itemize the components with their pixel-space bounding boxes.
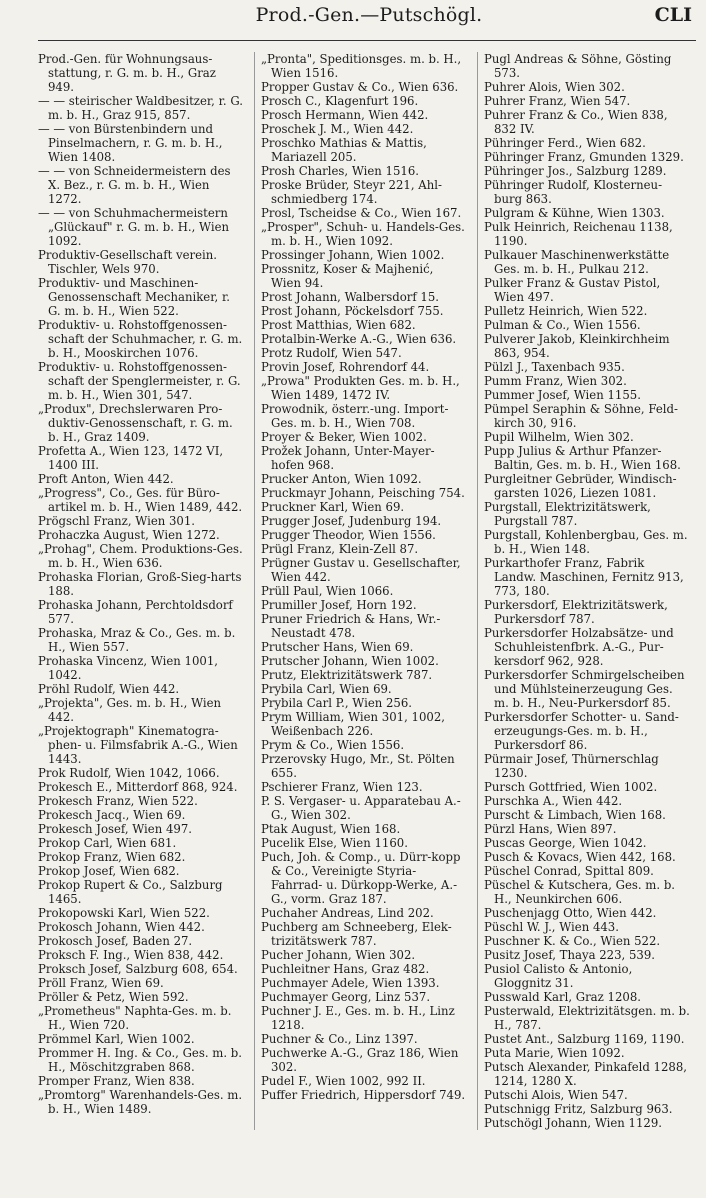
directory-entry: Prohaczka August, Wien 1272. — [38, 528, 220, 542]
directory-entry: Puhrer Franz & Co., Wien 838, 832 IV. — [484, 108, 668, 136]
directory-entry: Prybila Carl P., Wien 256. — [261, 696, 413, 710]
directory-entry: Purschka A., Wien 442. — [484, 794, 623, 808]
directory-entry: Puchmayer Georg, Linz 537. — [261, 990, 431, 1004]
directory-entry: Prokopowski Karl, Wien 522. — [38, 906, 210, 920]
directory-entry: Prym William, Wien 301, 1002, Weißenbach 226. — [261, 710, 445, 738]
directory-entry: Prumiller Josef, Horn 192. — [261, 598, 417, 612]
directory-entry: Prosch C., Klagenfurt 196. — [261, 94, 419, 108]
directory-entry: „Produx", Drechslerwaren Pro-duktiv-Genossenschaft, r. G. m. b. H., Graz 1409. — [38, 402, 233, 444]
directory-entry: Przerovsky Hugo, Mr., St. Pölten 655. — [261, 752, 455, 780]
header-rule — [38, 40, 696, 41]
directory-entry: Puhrer Franz, Wien 547. — [484, 94, 631, 108]
directory-entry: Protalbin-Werke A.-G., Wien 636. — [261, 332, 457, 346]
directory-entry: Produktiv-Gesellschaft verein. Tischler, Wels 970. — [38, 248, 217, 276]
directory-entry: Protz Rudolf, Wien 547. — [261, 346, 402, 360]
directory-entry: Promper Franz, Wien 838. — [38, 1074, 195, 1088]
directory-entry: Pröll Franz, Wien 69. — [38, 976, 164, 990]
directory-entry: Prüll Paul, Wien 1066. — [261, 584, 394, 598]
directory-entry: Prost Matthias, Wien 682. — [261, 318, 416, 332]
directory-entry: Prokosch Josef, Baden 27. — [38, 934, 193, 948]
column-1 — [38, 52, 254, 1130]
directory-entry: Putschögl Johann, Wien 1129. — [484, 1116, 662, 1130]
directory-entry: Puffer Friedrich, Hippersdorf 749. — [261, 1088, 466, 1102]
directory-entry: Puhrer Alois, Wien 302. — [484, 80, 625, 94]
directory-entry: „Progress", Co., Ges. für Büro-artikel m. b. H., Wien 1489, 442. — [38, 486, 243, 514]
directory-entry: Pümpel Seraphin & Söhne, Feld-kirch 30, 916. — [484, 402, 678, 430]
directory-entry: Prožek Johann, Unter-Mayer-hofen 968. — [261, 444, 435, 472]
directory-entry: Pulkauer Maschinenwerkstätte Ges. m. b. H., Pulkau 212. — [484, 248, 670, 276]
directory-entry: Prossnitz, Koser & Majhenić, Wien 94. — [261, 262, 434, 290]
directory-entry: Provin Josef, Rohrendorf 44. — [261, 360, 430, 374]
page-header — [38, 0, 700, 52]
directory-entry: Pusitz Josef, Thaya 223, 539. — [484, 948, 656, 962]
directory-entry: Püschl W. J., Wien 443. — [484, 920, 619, 934]
directory-entry: Prym & Co., Wien 1556. — [261, 738, 405, 752]
directory-entry: Prugger Theodor, Wien 1556. — [261, 528, 436, 542]
directory-entry: Prommer H. Ing. & Co., Ges. m. b. H., Möschitzgraben 868. — [38, 1046, 242, 1074]
column-2 — [254, 52, 477, 1130]
directory-entry: Prohaska Vincenz, Wien 1001, 1042. — [38, 654, 218, 682]
directory-entry: Pruner Friedrich & Hans, Wr.-Neustadt 478. — [261, 612, 441, 640]
directory-entry: Puchwerke A.-G., Graz 186, Wien 302. — [261, 1046, 459, 1074]
directory-entry: Prutscher Hans, Wien 69. — [261, 640, 414, 654]
directory-entry: Proksch F. Ing., Wien 838, 442. — [38, 948, 224, 962]
directory-entry: Prögschl Franz, Wien 301. — [38, 514, 195, 528]
directory-entry: Purkersdorfer Schotter- u. Sand-erzeugungs-Ges. m. b. H., Purkersdorf 86. — [484, 710, 679, 752]
directory-entry: — — steirischer Waldbesitzer, r. G. m. b. H., Graz 915, 857. — [38, 94, 243, 122]
directory-entry: Prügner Gustav u. Gesellschafter, Wien 442. — [261, 556, 461, 584]
directory-entry: „Projektograph" Kinematogra-phen- u. Filmsfabrik A.-G., Wien 1443. — [38, 724, 238, 766]
directory-entry: Pürzl Hans, Wien 897. — [484, 822, 617, 836]
directory-entry: Pühringer Jos., Salzburg 1289. — [484, 164, 667, 178]
directory-entry: „Projekta", Ges. m. b. H., Wien 442. — [38, 696, 222, 724]
directory-entry: Prokop Carl, Wien 681. — [38, 836, 177, 850]
directory-entry: Pursch Gottfried, Wien 1002. — [484, 780, 658, 794]
directory-entry: Püschel & Kutschera, Ges. m. b. H., Neunkirchen 606. — [484, 878, 676, 906]
directory-entry: Püschel Conrad, Spittal 809. — [484, 864, 654, 878]
page-number: CLI — [654, 4, 692, 26]
directory-entry: Prutscher Johann, Wien 1002. — [261, 654, 439, 668]
directory-entry: Putschi Alois, Wien 547. — [484, 1088, 628, 1102]
directory-entry: Produktiv- u. Rohstoffgenossen-schaft der Spenglermeister, r. G. m. b. H., Wien 301, 547. — [38, 360, 241, 402]
directory-entry: Prowodnik, österr.-ung. Import-Ges. m. b. H., Wien 708. — [261, 402, 449, 430]
directory-entry: Prokop Rupert & Co., Salzburg 1465. — [38, 878, 223, 906]
directory-entry: Proksch Josef, Salzburg 608, 654. — [38, 962, 238, 976]
directory-entry: Prugger Josef, Judenburg 194. — [261, 514, 442, 528]
directory-entry: Pröller & Petz, Wien 592. — [38, 990, 189, 1004]
directory-entry: — — von Schneidermeistern des X. Bez., r. G. m. b. H., Wien 1272. — [38, 164, 231, 206]
directory-entry: Prost Johann, Pöckelsdorf 755. — [261, 304, 444, 318]
directory-entry: Prok Rudolf, Wien 1042, 1066. — [38, 766, 220, 780]
directory-entry: Pupil Wilhelm, Wien 302. — [484, 430, 634, 444]
directory-entry: Pulker Franz & Gustav Pistol, Wien 497. — [484, 276, 661, 304]
directory-entry: Prod.-Gen. für Wohnungsaus-stattung, r. G. m. b. H., Graz 949. — [38, 52, 216, 94]
directory-entry: Pulman & Co., Wien 1556. — [484, 318, 641, 332]
directory-entry: Pschierer Franz, Wien 123. — [261, 780, 423, 794]
directory-entry: Prutz, Elektrizitätswerk 787. — [261, 668, 433, 682]
directory-entry: „Prohag", Chem. Produktions-Ges. m. b. H., Wien 636. — [38, 542, 243, 570]
directory-entry: Purgstall, Kohlenbergbau, Ges. m. b. H., Wien 148. — [484, 528, 688, 556]
directory-entry: Pühringer Franz, Gmunden 1329. — [484, 150, 684, 164]
directory-entry: Pusterwald, Elektrizitätsgen. m. b. H., 787. — [484, 1004, 690, 1032]
directory-entry: Pummer Josef, Wien 1155. — [484, 388, 641, 402]
directory-entry: Prokesch Josef, Wien 497. — [38, 822, 192, 836]
directory-entry: Pusswald Karl, Graz 1208. — [484, 990, 641, 1004]
directory-entry: Pulk Heinrich, Reichenau 1138, 1190. — [484, 220, 673, 248]
directory-entry: Ptak August, Wien 168. — [261, 822, 401, 836]
directory-entry: „Prosper", Schuh- u. Handels-Ges. m. b. H., Wien 1092. — [261, 220, 465, 248]
directory-entry: Prokop Josef, Wien 682. — [38, 864, 180, 878]
directory-entry: Pulverer Jakob, Kleinkirchheim 863, 954. — [484, 332, 670, 360]
directory-entry: Purkersdorfer Schmirgelscheiben und Mühlsteinerzeugung Ges. m. b. H., Neu-Purkersdorf 85. — [484, 668, 685, 710]
directory-entry: Pucher Johann, Wien 302. — [261, 948, 416, 962]
directory-entry: Prohaska Johann, Perchtoldsdorf 577. — [38, 598, 233, 626]
directory-entry: Pugl Andreas & Söhne, Gösting 573. — [484, 52, 672, 80]
directory-entry: Prosch Hermann, Wien 442. — [261, 108, 429, 122]
directory-entry: Pudel F., Wien 1002, 992 II. — [261, 1074, 426, 1088]
directory-entry: „Prometheus" Naphta-Ges. m. b. H., Wien 720. — [38, 1004, 232, 1032]
directory-entry: Puchmayer Adele, Wien 1393. — [261, 976, 440, 990]
directory-entry: Prossinger Johann, Wien 1002. — [261, 248, 445, 262]
directory-entry: Puscas George, Wien 1042. — [484, 836, 647, 850]
directory-entry: Produktiv- u. Rohstoffgenossen-schaft der Schuhmacher, r. G. m. b. H., Mooskirchen 1076. — [38, 318, 243, 360]
directory-entry: — — von Bürstenbindern und Pinselmachern, r. G. m. b. H., Wien 1408. — [38, 122, 223, 164]
directory-entry: Prohaska, Mraz & Co., Ges. m. b. H., Wien 557. — [38, 626, 236, 654]
directory-entry: P. S. Vergaser- u. Apparatebau A.-G., Wien 302. — [261, 794, 461, 822]
directory-entry: Propper Gustav & Co., Wien 636. — [261, 80, 459, 94]
directory-entry: Pühringer Rudolf, Klosterneu-burg 863. — [484, 178, 663, 206]
directory-entry: Pulletz Heinrich, Wien 522. — [484, 304, 648, 318]
directory-entry: Puchner J. E., Ges. m. b. H., Linz 1218. — [261, 1004, 455, 1032]
directory-entry: Pulgram & Kühne, Wien 1303. — [484, 206, 665, 220]
running-title: Prod.-Gen.—Putschögl. — [255, 4, 483, 26]
directory-entry: Profetta A., Wien 123, 1472 VI, 1400 III. — [38, 444, 224, 472]
directory-entry: Prokesch Jacq., Wien 69. — [38, 808, 186, 822]
directory-entry: Putschnigg Fritz, Salzburg 963. — [484, 1102, 673, 1116]
directory-entry: Puta Marie, Wien 1092. — [484, 1046, 625, 1060]
directory-entry: Pusch & Kovacs, Wien 442, 168. — [484, 850, 676, 864]
directory-entry: Proschko Mathias & Mattis, Mariazell 205. — [261, 136, 427, 164]
directory-entry: Pröhl Rudolf, Wien 442. — [38, 682, 180, 696]
directory-entry: Prohaska Florian, Groß-Sieg-harts 188. — [38, 570, 242, 598]
directory-entry: Purkarthofer Franz, Fabrik Landw. Maschinen, Fernitz 913, 773, 180. — [484, 556, 684, 598]
directory-entry: Putsch Alexander, Pinkafeld 1288, 1214, 1280 X. — [484, 1060, 688, 1088]
directory-entry: Purgleitner Gebrüder, Windisch-garsten 1026, Liezen 1081. — [484, 472, 677, 500]
directory-entry: Purgstall, Elektrizitätswerk, Purgstall 787. — [484, 500, 651, 528]
directory-entry: Pustet Ant., Salzburg 1169, 1190. — [484, 1032, 685, 1046]
directory-entry: Puchleitner Hans, Graz 482. — [261, 962, 430, 976]
directory-entry: Purscht & Limbach, Wien 168. — [484, 808, 666, 822]
directory-entry: Proske Brüder, Steyr 221, Ahl-schmiedberg 174. — [261, 178, 442, 206]
directory-entry: Puch, Joh. & Comp., u. Dürr-kopp & Co., Vereinigte Styria-Fahrrad- u. Dürkopp-Werke, A.-G., vorm. Graz 187. — [261, 850, 461, 906]
directory-entry: Pumm Franz, Wien 302. — [484, 374, 627, 388]
directory-entry: „Pronta", Speditionsges. m. b. H., Wien 1516. — [261, 52, 462, 80]
directory-entry: Prokosch Johann, Wien 442. — [38, 920, 205, 934]
directory-entry: Pülzl J., Taxenbach 935. — [484, 360, 625, 374]
directory-entry: „Prowa" Produkten Ges. m. b. H., Wien 1489, 1472 IV. — [261, 374, 460, 402]
columns — [38, 52, 700, 1130]
column-3 — [477, 52, 700, 1130]
directory-entry: Prucker Anton, Wien 1092. — [261, 472, 422, 486]
directory-entry: Puchberg am Schneeberg, Elek-trizitätswerk 787. — [261, 920, 452, 948]
directory-entry: Puchner & Co., Linz 1397. — [261, 1032, 418, 1046]
directory-entry: Prokop Franz, Wien 682. — [38, 850, 186, 864]
directory-entry: Prosh Charles, Wien 1516. — [261, 164, 419, 178]
directory-entry: Prömmel Karl, Wien 1002. — [38, 1032, 195, 1046]
directory-entry: Prost Johann, Walbersdorf 15. — [261, 290, 440, 304]
directory-entry: Pupp Julius & Arthur Pfanzer-Baltin, Ges. m. b. H., Wien 168. — [484, 444, 681, 472]
directory-entry: Pürmair Josef, Thürnerschlag 1230. — [484, 752, 659, 780]
directory-entry: — — von Schuhmachermeistern „Glückauf" r. G. m. b. H., Wien 1092. — [38, 206, 230, 248]
directory-entry: Pühringer Ferd., Wien 682. — [484, 136, 646, 150]
directory-entry: Proschek J. M., Wien 442. — [261, 122, 414, 136]
directory-entry: Pusiol Calisto & Antonio, Gloggnitz 31. — [484, 962, 633, 990]
directory-entry: Purkersdorfer Holzabsätze- und Schuhleistenfbrk. A.-G., Pur-kersdorf 962, 928. — [484, 626, 674, 668]
directory-entry: Pruckner Karl, Wien 69. — [261, 500, 405, 514]
directory-entry: Puschner K. & Co., Wien 522. — [484, 934, 661, 948]
directory-entry: Produktiv- und Maschinen-Genossenschaft Mechaniker, r. G. m. b. H., Wien 522. — [38, 276, 230, 318]
directory-entry: „Promtorg" Warenhandels-Ges. m. b. H., Wien 1489. — [38, 1088, 243, 1116]
directory-entry: Puchaher Andreas, Lind 202. — [261, 906, 434, 920]
directory-entry: Prügl Franz, Klein-Zell 87. — [261, 542, 419, 556]
directory-entry: Proft Anton, Wien 442. — [38, 472, 174, 486]
directory-entry: Proyer & Beker, Wien 1002. — [261, 430, 427, 444]
directory-entry: Prosl, Tscheidse & Co., Wien 167. — [261, 206, 462, 220]
directory-entry: Prokesch E., Mitterdorf 868, 924. — [38, 780, 238, 794]
directory-entry: Prokesch Franz, Wien 522. — [38, 794, 198, 808]
directory-entry: Purkersdorf, Elektrizitätswerk, Purkersdorf 787. — [484, 598, 668, 626]
directory-entry: Pucelik Else, Wien 1160. — [261, 836, 408, 850]
directory-entry: Pruckmayr Johann, Peisching 754. — [261, 486, 465, 500]
directory-entry: Prybila Carl, Wien 69. — [261, 682, 392, 696]
directory-entry: Puschenjagg Otto, Wien 442. — [484, 906, 657, 920]
